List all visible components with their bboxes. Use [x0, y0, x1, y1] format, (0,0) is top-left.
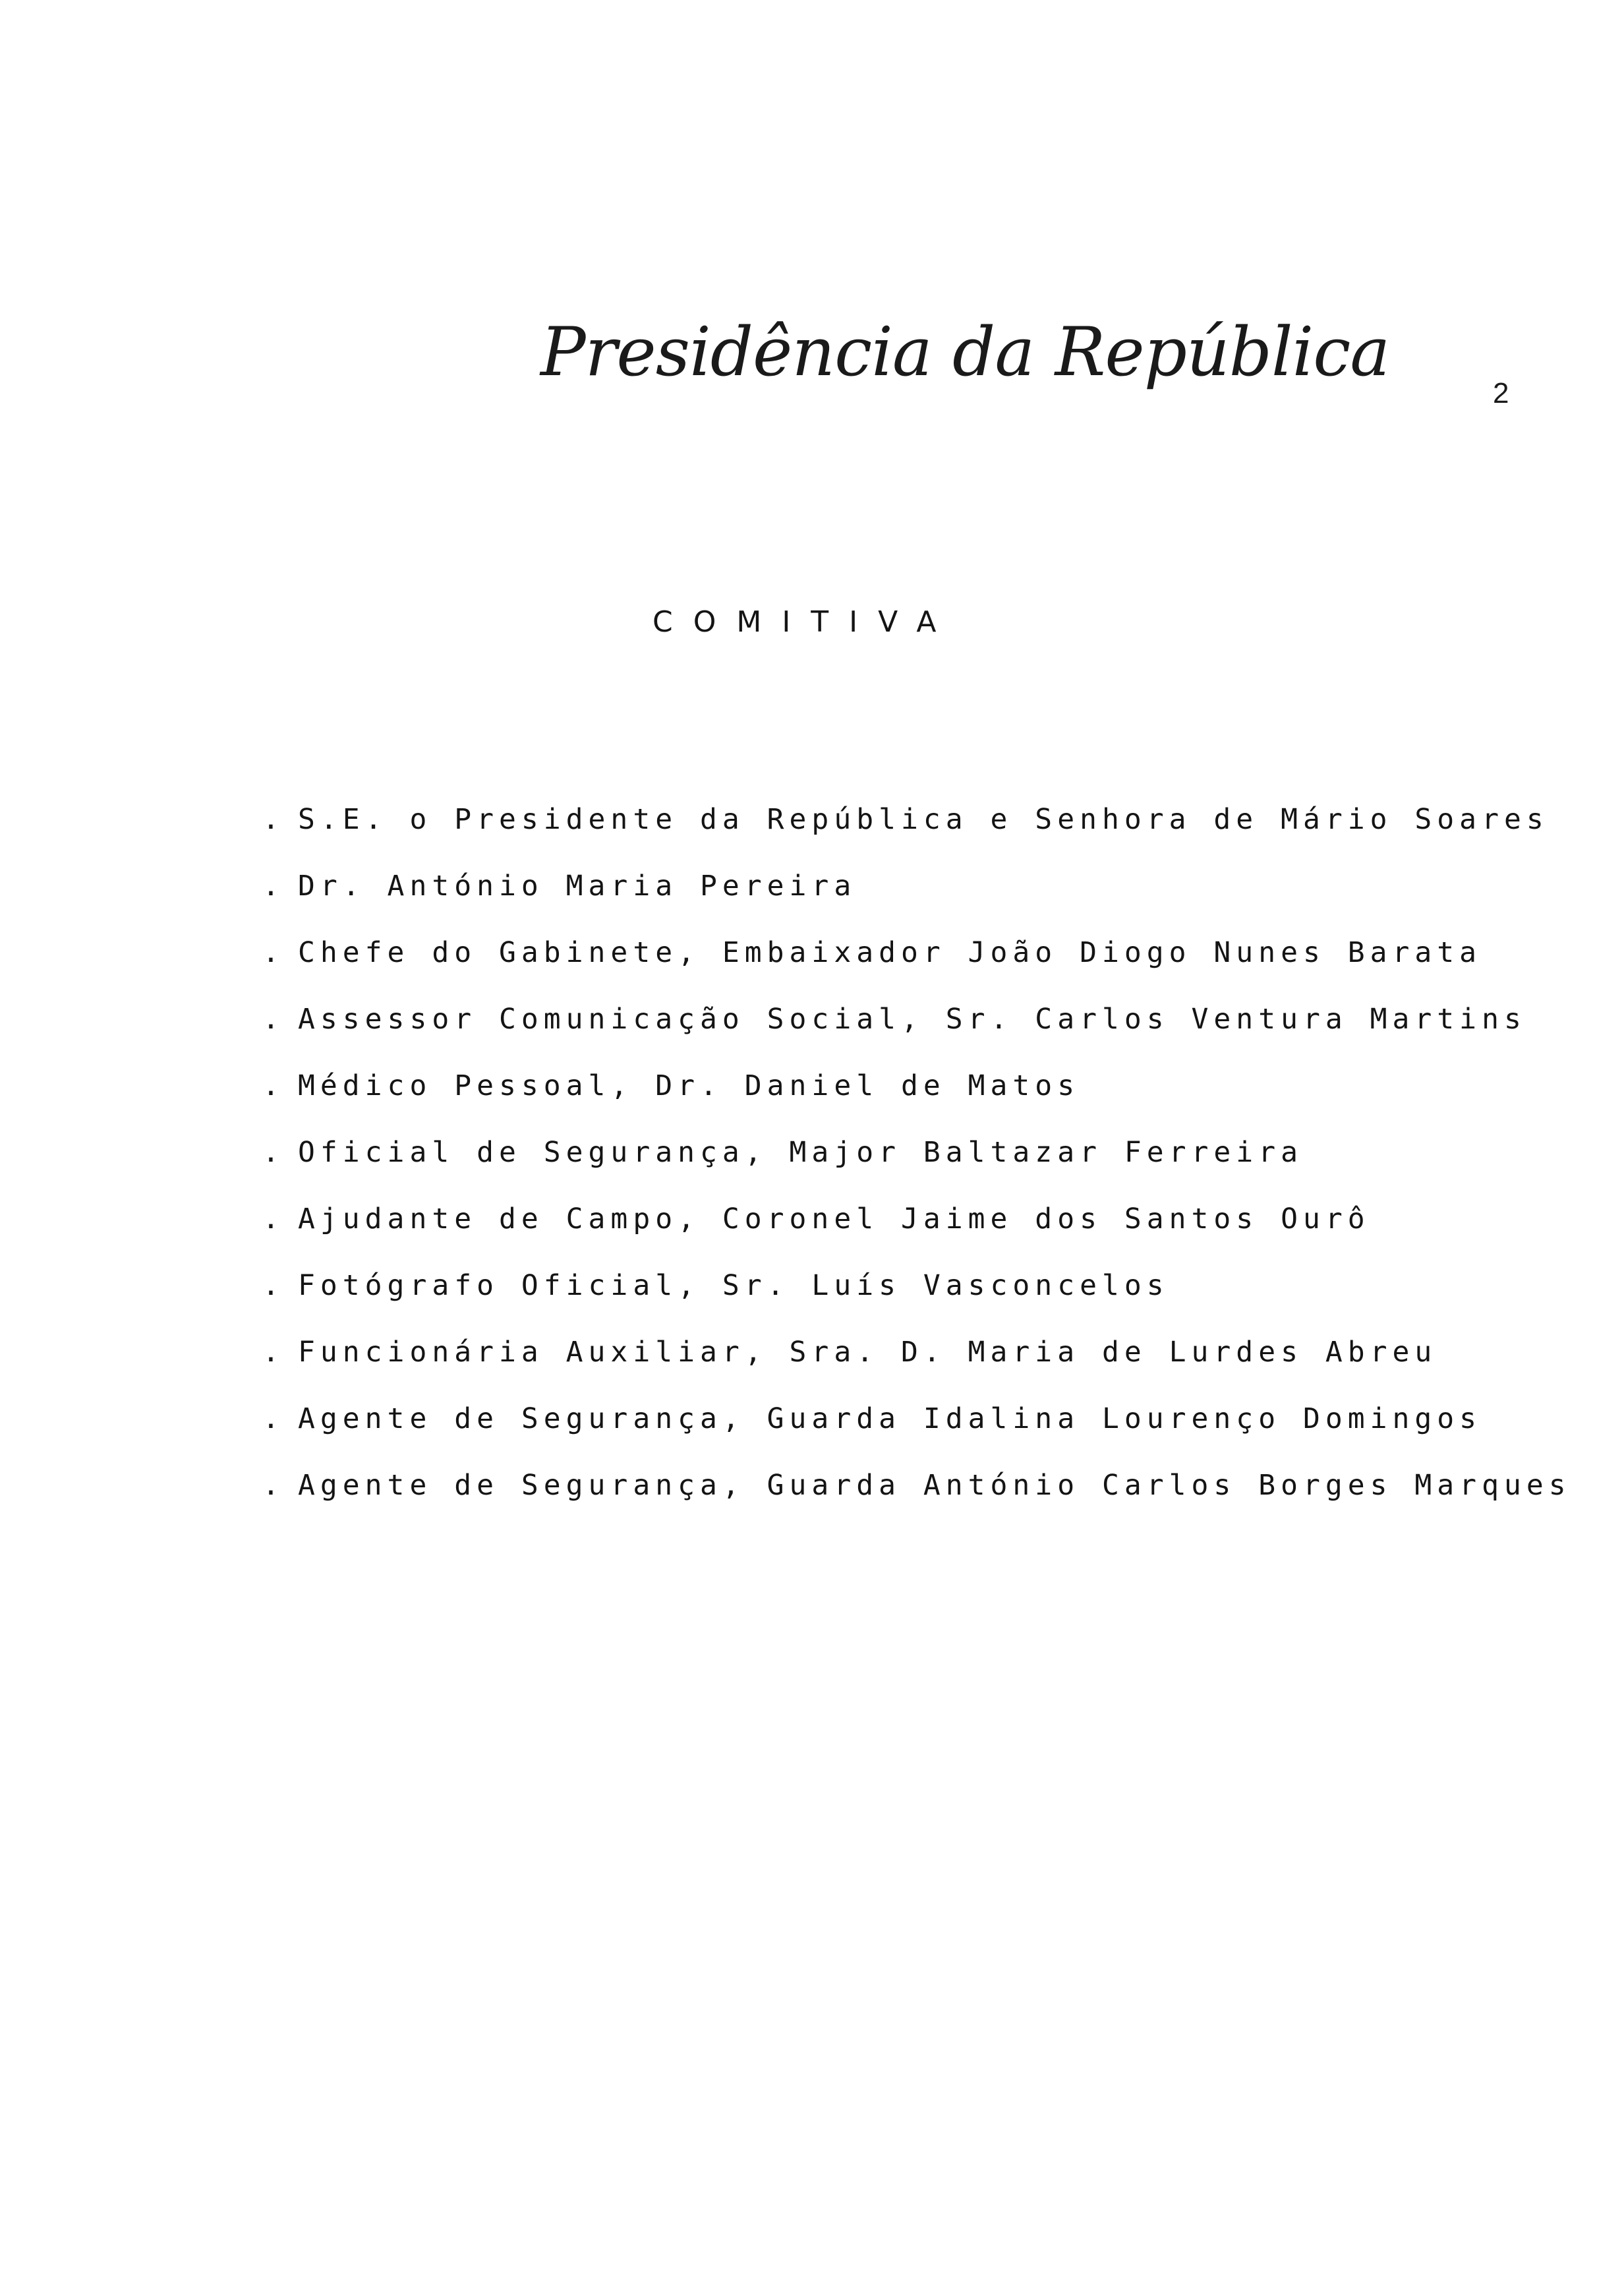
list-item [262, 803, 1571, 870]
list-item [262, 1003, 1571, 1069]
list-item [262, 1402, 1571, 1469]
list-bullet: . [262, 1136, 285, 1169]
member-text: Chefe do Gabinete, Embaixador João Diogo Nunes Barata [298, 936, 1482, 969]
letterhead-script: Presidência da República [540, 313, 1390, 392]
list-item [262, 1469, 1571, 1535]
list-item [262, 1069, 1571, 1136]
list-bullet: . [262, 1469, 285, 1502]
member-text: Agente de Segurança, Guarda Idalina Lourenço Domingos [298, 1402, 1482, 1435]
list-bullet: . [262, 803, 285, 836]
member-text: Médico Pessoal, Dr. Daniel de Matos [298, 1069, 1080, 1102]
list-item [262, 870, 1571, 936]
list-item [262, 1269, 1571, 1336]
member-text: Fotógrafo Oficial, Sr. Luís Vasconcelos [298, 1269, 1169, 1302]
list-bullet: . [262, 870, 285, 903]
list-bullet: . [262, 1003, 285, 1036]
member-text: Assessor Comunicação Social, Sr. Carlos Ventura Martins [298, 1003, 1526, 1036]
list-item [262, 936, 1571, 1003]
list-item [262, 1336, 1571, 1402]
document-heading: COMITIVA [652, 605, 957, 639]
list-bullet: . [262, 1069, 285, 1102]
list-item [262, 1203, 1571, 1269]
list-bullet: . [262, 1402, 285, 1435]
member-text: Funcionária Auxiliar, Sra. D. Maria de Lurdes Abreu [298, 1336, 1437, 1369]
list-item [262, 1136, 1571, 1203]
list-bullet: . [262, 1269, 285, 1302]
member-text: Dr. António Maria Pereira [298, 870, 857, 903]
member-text: S.E. o Presidente da República e Senhora de Mário Soares [298, 803, 1549, 836]
list-bullet: . [262, 936, 285, 969]
list-bullet: . [262, 1203, 285, 1235]
member-text: Oficial de Segurança, Major Baltazar Ferreira [298, 1136, 1303, 1169]
letterhead-seal [540, 300, 1390, 412]
member-text: Agente de Segurança, Guarda António Carlos Borges Marques [298, 1469, 1571, 1502]
member-text: Ajudante de Campo, Coronel Jaime dos Santos Ourô [298, 1203, 1370, 1235]
delegation-member-list [262, 803, 1571, 1535]
page-number: 2 [1493, 377, 1509, 409]
list-bullet: . [262, 1336, 285, 1369]
